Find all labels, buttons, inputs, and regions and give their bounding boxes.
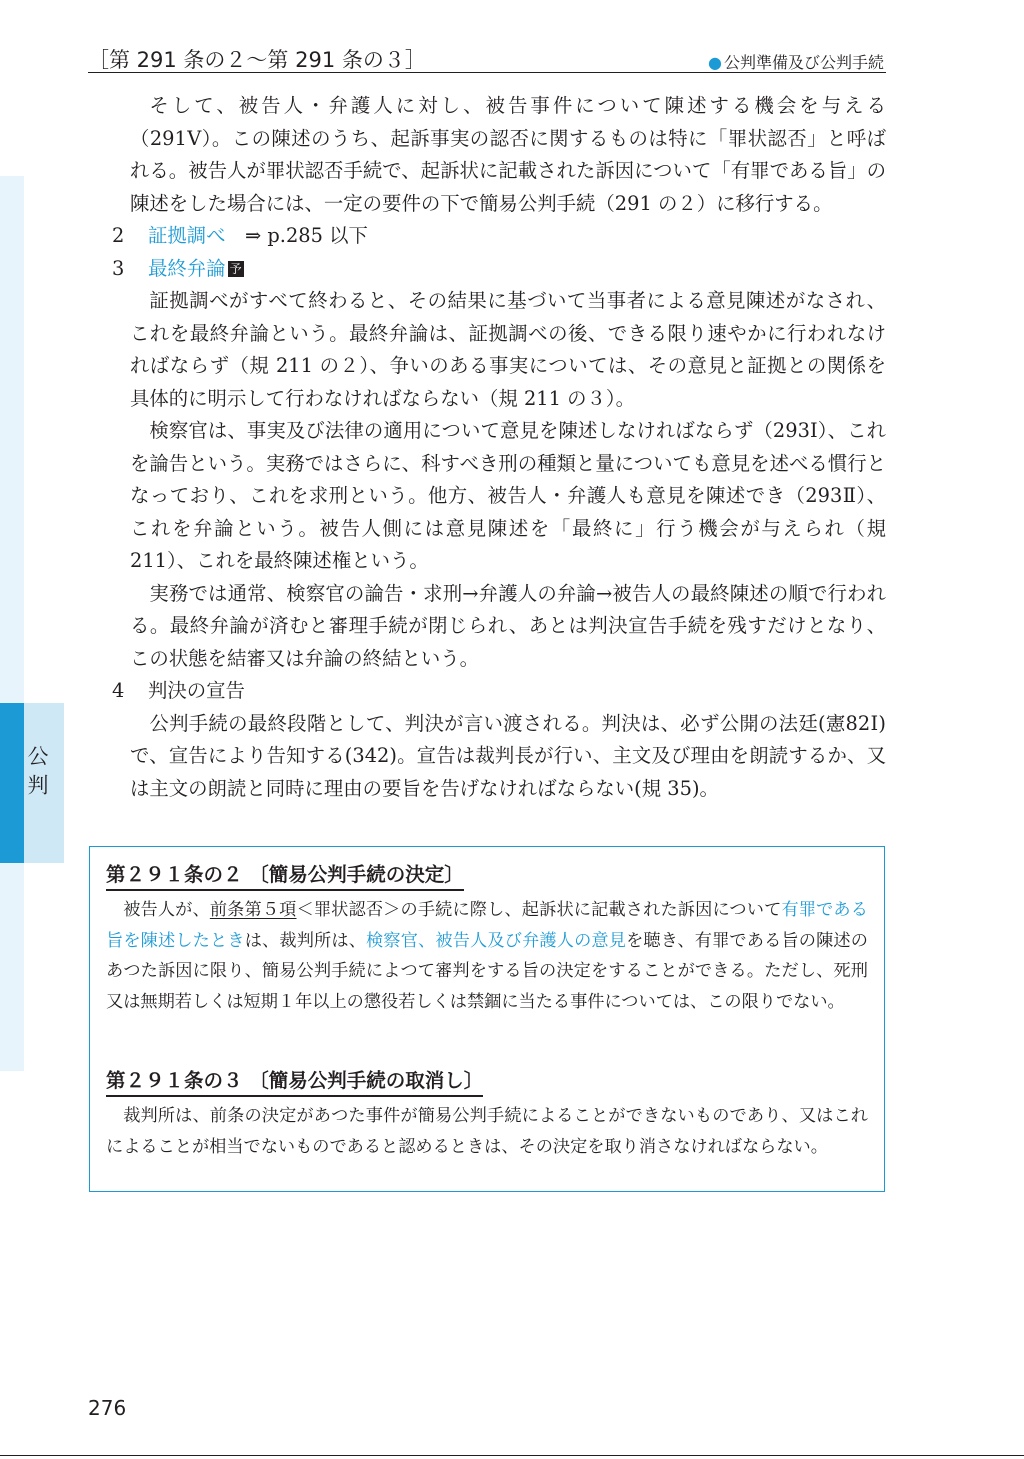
item-number: 2 (112, 224, 125, 247)
highlight-opinions: 検察官、被告人及び弁護人の意見 (366, 930, 627, 951)
item-3 (112, 253, 868, 286)
page-number: 276 (88, 1396, 127, 1420)
highlight-requirement: 有罪である旨を陳述したとき (106, 900, 868, 951)
header-divider (88, 72, 886, 73)
item-4 (112, 675, 868, 708)
item-heading: 証拠調べ (148, 224, 226, 247)
paragraph-judgment: 公判手続の最終段階として、判決が言い渡される。判決は、必ず公開の法廷(憲82Ⅰ)で、宣告により告知する(342)。宣告は裁判長が行い、主文及び理由を朗読するか、又は主文の朗読と同時に理由の要旨を告げなければならない(規 35)。 (130, 711, 886, 800)
article-291-3-title: 第２９１条の３ 〔簡易公判手続の取消し〕 (106, 1065, 483, 1097)
article-291-3-body (106, 1101, 868, 1162)
paragraph-prosecution-argument: 検察官は、事実及び法律の適用について意見を陳述しなければならず（293Ⅰ）、これを論告という。実務ではさらに、科すべき刑の種類と量についても意見を述べる慣行となっており、これを求刑という。他方、被告人・弁護人も意見を陳述でき（293Ⅱ）、これを弁論という。被告人側には意見陳述を「最終に」行う機会が与えられ（規 211）、これを最終陳述権という。 (130, 419, 886, 572)
chapter-tab-label: 公判 (25, 745, 49, 803)
page-bottom-rule (0, 1455, 1024, 1456)
running-header-title: ［第 291 条の２～第 291 条の３］ (88, 48, 426, 72)
item-heading: 最終弁論 (148, 256, 226, 280)
text-run: は、裁判所は、 (244, 930, 367, 951)
paragraph-closing-order: 実務では通常、検察官の論告・求刑→弁護人の弁論→被告人の最終陳述の順で行われる。最終弁論が済むと審理手続が閉じられ、あとは判決宣告手続を残すだけとなり、この状態を結審又は弁論の終結という。 (130, 581, 886, 670)
text-run: ＜罪状認否＞の手続に際し、起訴状に記載された訴因について (296, 900, 782, 920)
item-heading: 判決の宣告 (148, 679, 245, 702)
cross-reference: ⇒ p.285 以下 (244, 224, 368, 247)
item-number: 4 (112, 679, 125, 702)
running-header-section (708, 50, 884, 73)
text-run: を聴き、有罪である旨の陳述のあつた訴因に限り、簡易公判手続によつて審判をする旨の決定をすることができる。ただし、死刑又は無期若しくは短期１年以上の懲役若しくは禁錮に当たる事件については、この限りでない。 (106, 930, 868, 1012)
underlined-reference: 前条第５項 (209, 900, 297, 920)
item-2 (112, 220, 868, 253)
section-label: 公判準備及び公判手続 (723, 53, 884, 72)
main-text (112, 90, 886, 805)
text-run: 被告人が、 (123, 900, 210, 920)
exam-badge-icon: 予 (229, 261, 242, 276)
statute-box (89, 846, 885, 1192)
paragraph-closing-argument: 証拠調べがすべて終わると、その結果に基づいて当事者による意見陳述がなされ、これを最終弁論という。最終弁論は、証拠調べの後、できる限り速やかに行われなければならず（規 211 の２）、争いのある事実については、その意見と証拠との関係を具体的に明示して行わなければならない（規 211 の３）。 (130, 289, 886, 410)
article-291-2-body (106, 895, 868, 1017)
article-291-2-title: 第２９１条の２ 〔簡易公判手続の決定〕 (106, 859, 464, 891)
paragraph-arraignment: そして、被告人・弁護人に対し、被告事件について陳述する機会を与える（291Ⅴ）。この陳述のうち、起訴事実の認否に関するものは特に「罪状認否」と呼ばれる。被告人が罪状認否手続で、起訴状に記載された訴因について「有罪である旨」の陳述をした場合には、一定の要件の下で簡易公判手続（291 の２）に移行する。 (130, 94, 886, 215)
text-run: 裁判所は、前条の決定があつた事件が簡易公判手続によることができないものであり、又はこれによることが相当でないものであると認めるときは、その決定を取り消さなければならない。 (106, 1106, 868, 1157)
bullet-icon: ● (708, 53, 722, 72)
item-number: 3 (112, 256, 125, 280)
side-margin-band (0, 176, 24, 1071)
